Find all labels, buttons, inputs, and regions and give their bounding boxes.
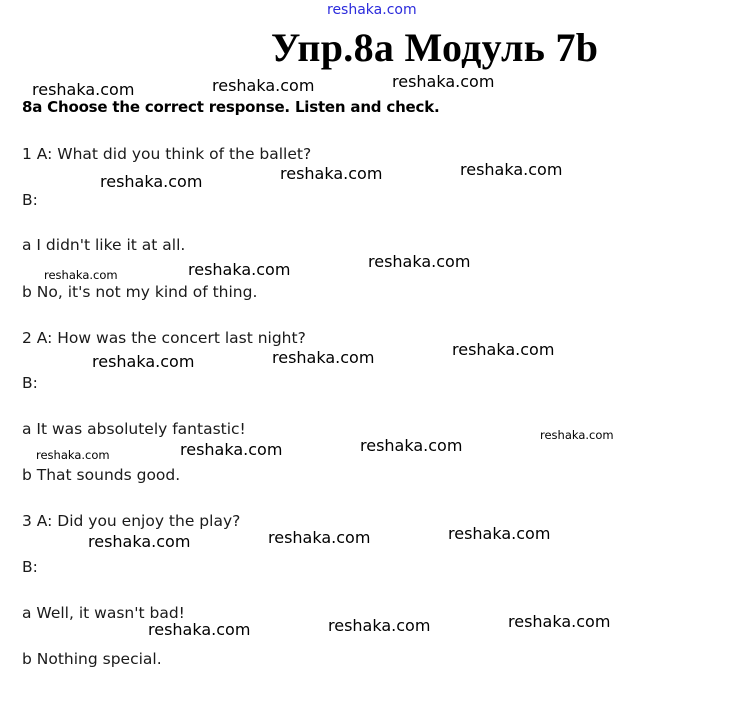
watermark: reshaka.com: [148, 620, 251, 639]
question-3-prompt: 3 A: Did you enjoy the play?: [22, 512, 241, 530]
question-3-response-label: B:: [22, 558, 38, 576]
watermark: reshaka.com: [36, 448, 110, 462]
watermark: reshaka.com: [212, 76, 315, 95]
question-2-option-a: a It was absolutely fantastic!: [22, 420, 246, 438]
watermark: reshaka.com: [188, 260, 291, 279]
watermark: reshaka.com: [280, 164, 383, 183]
watermark: reshaka.com: [508, 612, 611, 631]
watermark: reshaka.com: [392, 72, 495, 91]
watermark: reshaka.com: [100, 172, 203, 191]
question-3-option-b: b Nothing special.: [22, 650, 162, 668]
page-title: Упр.8a Модуль 7b: [271, 25, 599, 70]
watermark: reshaka.com: [452, 340, 555, 359]
question-1-option-a: a I didn't like it at all.: [22, 236, 186, 254]
header-site-link[interactable]: reshaka.com: [327, 2, 417, 18]
watermark: reshaka.com: [180, 440, 283, 459]
question-2-prompt: 2 A: How was the concert last night?: [22, 329, 306, 347]
question-1-prompt: 1 A: What did you think of the ballet?: [22, 145, 312, 163]
watermark: reshaka.com: [460, 160, 563, 179]
watermark: reshaka.com: [360, 436, 463, 455]
question-2-option-b: b That sounds good.: [22, 466, 181, 484]
question-1-response-label: B:: [22, 191, 38, 209]
watermark: reshaka.com: [540, 428, 614, 442]
watermark: reshaka.com: [272, 348, 375, 367]
watermark: reshaka.com: [88, 532, 191, 551]
watermark: reshaka.com: [32, 80, 135, 99]
watermark: reshaka.com: [328, 616, 431, 635]
watermark: reshaka.com: [268, 528, 371, 547]
question-1-option-b: b No, it's not my kind of thing.: [22, 283, 258, 301]
watermark: reshaka.com: [44, 268, 118, 282]
watermark: reshaka.com: [92, 352, 195, 371]
question-2-response-label: B:: [22, 374, 38, 392]
watermark: reshaka.com: [448, 524, 551, 543]
exercise-heading: 8a Choose the correct response. Listen and check.: [22, 98, 440, 116]
watermark: reshaka.com: [368, 252, 471, 271]
question-3-option-a: a Well, it wasn't bad!: [22, 604, 185, 622]
